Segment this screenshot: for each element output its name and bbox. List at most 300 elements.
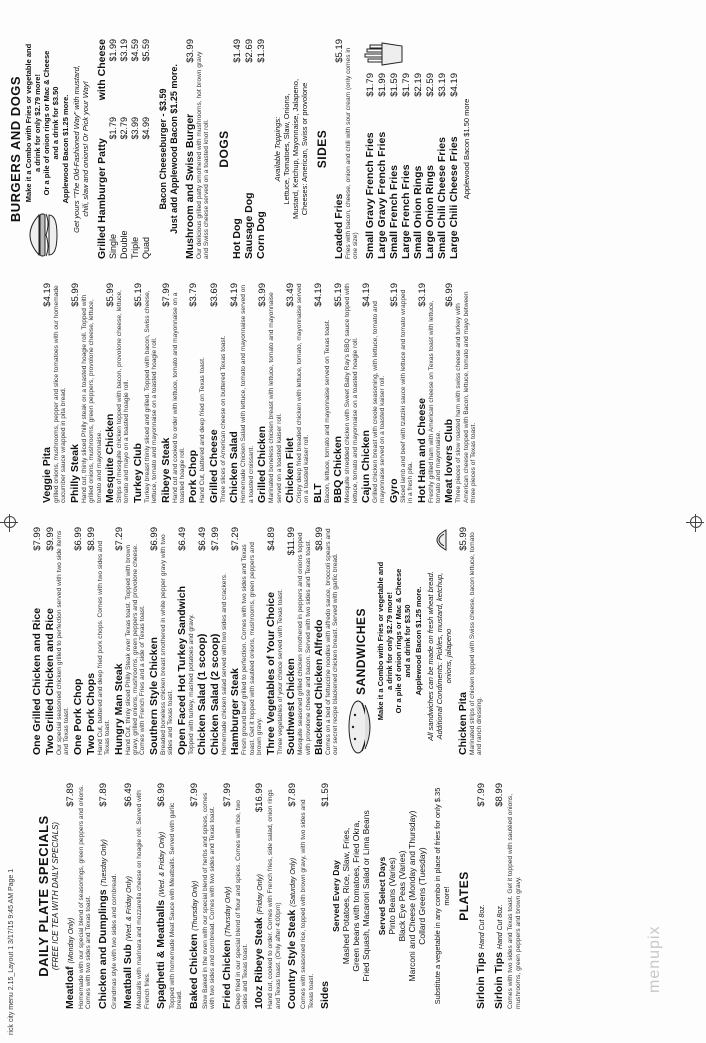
menu-item-row bbox=[85, 527, 97, 755]
item-name bbox=[416, 398, 428, 503]
select-day-line: Pinto Beans (Varies) bbox=[387, 857, 398, 935]
item-price: $6.99 bbox=[148, 527, 160, 551]
item-desc: Hand Cut, thinly sliced Philly Steak over Texas toast. Topped with brown gravy, grilled onions, mushrooms, green peppers and provolone cheese. Comes with French Fries and a side of Texas toast. bbox=[124, 544, 147, 755]
sides-label: Sides bbox=[319, 980, 332, 1009]
item-price: $3.19 bbox=[436, 73, 448, 97]
menu-item-row bbox=[416, 283, 428, 503]
size-row bbox=[108, 39, 119, 259]
item-name-text: Southwest Chicken bbox=[285, 658, 298, 755]
topping-line: Mustard, Ketchup, Mayonnaise, Jalapeno, bbox=[290, 78, 300, 220]
menu-item bbox=[284, 283, 311, 503]
item-name-text: BLT bbox=[311, 483, 324, 503]
item-desc: grilled onions, mushrooms, pepper and slice tomatoes with our homemade cucumber sauce wrapped in pita bread. bbox=[53, 285, 68, 503]
menu-item-row bbox=[285, 527, 297, 755]
item-price: $11.99 bbox=[286, 527, 298, 556]
item-name bbox=[253, 874, 267, 1009]
select-days-list bbox=[387, 783, 427, 1009]
item-desc: Hand Cut, battered and deep fried pork chops. Comes with two sides and Texas toast. bbox=[96, 540, 112, 755]
burgers-title: BURGERS AND DOGS bbox=[8, 75, 23, 223]
item-desc: Deep fried in our special blend of flour and spices. Comes with rice, two sides and Texas toast. bbox=[234, 800, 250, 1009]
item-price: $7.89 bbox=[65, 783, 76, 807]
size-price: $2.79 bbox=[119, 117, 129, 140]
item-name bbox=[122, 876, 136, 1009]
item-price: $3.99 bbox=[185, 39, 196, 63]
french-fries-icon bbox=[364, 39, 404, 69]
item-desc: Mesquite shredded chicken with Sweet Baby Ray's BBQ sauce topped with lettuce, tomato and mayonnaise on a toasted hoagie roll. bbox=[344, 283, 359, 503]
item-name bbox=[196, 634, 208, 755]
item-name-text: One Grilled Chicken and Rice bbox=[31, 607, 43, 755]
item-name-text: Three Vegetables of Your Choice bbox=[264, 592, 277, 755]
size-name: Single bbox=[108, 233, 118, 259]
item-name-text: Country Style Steak bbox=[286, 909, 299, 1009]
item-name-text: Hamburger Steak bbox=[229, 668, 242, 755]
item-name bbox=[388, 478, 400, 503]
item-name-text: Hungry Man Steak bbox=[112, 663, 125, 755]
item-price: $6.49 bbox=[123, 783, 135, 807]
item-name: Sausage Dog bbox=[242, 192, 255, 259]
item-size: Hand Cut 8oz. bbox=[497, 904, 505, 950]
item-desc: Slow Baked in the oven with our special blend of herbs and spices, comes with two sides and cornbread. Comes with two sides and Texas toast. bbox=[201, 792, 217, 1009]
size-row bbox=[130, 39, 141, 259]
item-price: $4.19 bbox=[42, 283, 53, 307]
item-price: $7.89 bbox=[287, 783, 299, 807]
size-cheese-price: $4.59 bbox=[130, 39, 140, 62]
item-name bbox=[360, 430, 372, 503]
item-desc: Breaded boneless chicken breast smothered in white pepper gravy with two sides and Texas toast. bbox=[159, 534, 175, 755]
item-price: $8.99 bbox=[85, 527, 97, 551]
menu-item bbox=[416, 283, 443, 503]
item-name bbox=[256, 426, 268, 503]
menu-item bbox=[148, 527, 175, 755]
item-name-text: Gyro bbox=[387, 478, 400, 503]
menu-item-row bbox=[388, 283, 400, 503]
menu-item bbox=[253, 783, 282, 1009]
daily-specials-column bbox=[36, 777, 696, 1015]
item-name bbox=[160, 438, 172, 503]
item-name bbox=[475, 904, 489, 1009]
menu-item-row bbox=[209, 527, 221, 755]
bacon-cheeseburger: Bacon Cheeseburger - $3.59 bbox=[158, 88, 168, 210]
item-price: $7.99 bbox=[188, 783, 200, 807]
sides-line: Green beans with tomatoes, Fried Okra, bbox=[351, 820, 362, 972]
item-desc: Comes with seasoned rice, topped with brown gravy, with two sides and Texas toast. bbox=[300, 799, 315, 1009]
item-desc: Grandmas style with two sides and cornbread. bbox=[110, 873, 118, 1009]
item-name bbox=[41, 447, 53, 503]
item-desc: Homemade Chicken Salad with lettuce, tomato and mayonnaise served on a toasted croissant. bbox=[240, 284, 255, 503]
item-desc: Grilled chicken breast with creole seasoning, with lettuce, tomato and mayonnaise served on a toasted kaiser roll. bbox=[371, 301, 387, 503]
menu-item bbox=[41, 283, 68, 503]
item-name bbox=[72, 679, 84, 755]
item-name-text: Two Pork Chops bbox=[84, 672, 97, 755]
menu-item-row bbox=[229, 527, 241, 755]
item-name-text: Cajun Chicken bbox=[359, 430, 372, 503]
item-price: $6.49 bbox=[197, 527, 209, 551]
item-price: $3.19 bbox=[416, 283, 428, 307]
item-name-text: Hot Ham and Cheese bbox=[415, 397, 428, 503]
item-name bbox=[132, 443, 144, 503]
item-desc: Fries with bacon, cheese, onion and chili with sour cream (only comes in one size) bbox=[344, 47, 360, 259]
item-desc: Our delicious grilled patty smothered with mushrooms, hot brown gravy and Swiss cheese served on a toasted knot roll. bbox=[196, 51, 211, 259]
item-price: $3.99 bbox=[257, 283, 269, 307]
item-name-text: 10oz Ribeye Steak bbox=[253, 917, 266, 1009]
sandwich-combo-note bbox=[376, 527, 412, 755]
item-name-text: Southern Style Chicken bbox=[147, 637, 160, 755]
item-name-text: Meatloaf bbox=[64, 966, 76, 1009]
size-name: Double bbox=[119, 230, 129, 259]
menu-item bbox=[360, 283, 387, 503]
item-price: $8.99 bbox=[494, 783, 506, 807]
price-row bbox=[448, 73, 460, 259]
served-every-day: Served Every Day bbox=[331, 860, 342, 932]
item-name bbox=[228, 431, 240, 503]
item-desc: Homemade chicken salad served with two sides and crackers. bbox=[221, 573, 229, 755]
size-row bbox=[141, 39, 152, 259]
crop-mark-icon bbox=[4, 516, 16, 528]
patty-with-cheese: with Cheese bbox=[96, 39, 108, 101]
item-price: $7.29 bbox=[230, 527, 242, 551]
menu-item bbox=[209, 527, 228, 755]
item-desc: Mesquite seasoned grilled chicken smothered in peppers and onions topped with provolone cheese and bacon. Served with two sides and Texas toast. bbox=[297, 532, 312, 755]
menu-item-row bbox=[72, 527, 84, 755]
item-desc: Meatballs with marinara and mozzarella cheese on hoagie roll. Served with French fries. bbox=[136, 790, 151, 1009]
item-price: $5.19 bbox=[132, 283, 144, 307]
item-desc: Comes on a bed of fettuccine noodles with alfredo sauce, broccoli spears and our secret recipe blackened chicken breast. Served with garlic bread. bbox=[324, 528, 340, 755]
menu-item bbox=[187, 283, 206, 503]
item-price: $6.49 bbox=[176, 527, 188, 551]
item-name: Small Gravy French Fries bbox=[363, 132, 376, 259]
note-line: onions, jalapeno bbox=[443, 628, 453, 684]
item-name bbox=[285, 658, 297, 755]
item-price: $4.19 bbox=[312, 283, 324, 307]
print-slug: rick city menu 2.15_Layout 1 3/17/15 9:45 AM Page 1 bbox=[8, 868, 15, 1035]
item-name-text: Grilled Cheese bbox=[207, 429, 220, 503]
menu-item-row bbox=[360, 283, 372, 503]
plates-list bbox=[475, 783, 522, 1009]
menu-item-row bbox=[286, 783, 300, 1009]
patty-sizes-table bbox=[108, 39, 152, 259]
dogs-list bbox=[231, 39, 267, 259]
note-line: chili, slaw and onions! Or Pick your Way! bbox=[81, 81, 90, 217]
item-day: (Saturday Only) bbox=[290, 857, 298, 907]
menu-item-row bbox=[332, 283, 344, 503]
menu-item-row bbox=[69, 283, 81, 503]
item-desc: Bacon, lettuce, tomato and mayonnaise served on Texas toast. bbox=[323, 319, 331, 503]
price-row bbox=[400, 73, 412, 259]
menu-item-row bbox=[188, 783, 202, 1009]
daily-title: DAILY PLATE SPECIALS bbox=[36, 815, 51, 977]
burger-icon bbox=[23, 211, 61, 259]
item-desc: Crispy deep fried breaded chicken with lettuce, tomato, mayonnaise served on a toasted kaiser roll. bbox=[295, 283, 311, 503]
item-name: Large French Fries bbox=[399, 164, 412, 259]
item-price: $2.59 bbox=[424, 73, 436, 97]
item-day: (Thursday Only) bbox=[191, 880, 199, 931]
combo-line: Make it a Combo with Fries or vegetable and bbox=[24, 43, 33, 203]
item-name-text: Grilled Chicken bbox=[256, 425, 269, 503]
sandwich-condiments-note bbox=[426, 557, 453, 755]
item-name-text: BBQ Chicken bbox=[332, 435, 345, 503]
item-name bbox=[265, 592, 277, 755]
sandwich-bacon-note: Applewood Bacon $1.25 more. bbox=[413, 586, 423, 696]
item-price: $4.19 bbox=[448, 73, 460, 97]
combo-line: Make it a Combo with Fries or vegetable and bbox=[375, 561, 385, 721]
item-name-text: Two Grilled Chicken and Rice bbox=[44, 608, 56, 755]
size-price: $1.79 bbox=[108, 117, 118, 140]
menu-item-row bbox=[284, 283, 296, 503]
combo-line: Or a pile of onion rings or Mac & Cheese bbox=[42, 50, 51, 196]
price-row bbox=[243, 39, 255, 259]
item-desc: Homemade with our special blend of seasonings, green peppers and onions. Comes with two sides and Texas toast. bbox=[78, 785, 93, 1009]
menu-item bbox=[229, 527, 263, 755]
item-price: $1.99 bbox=[376, 73, 388, 97]
item-name: Chicken Pita bbox=[456, 691, 469, 755]
item-desc: Freshly grilled ham with American cheese on Texas toast with lettuce, tomato and mayonnaise. bbox=[427, 300, 442, 503]
item-price: $2.69 bbox=[243, 39, 255, 63]
menu-item bbox=[221, 783, 250, 1009]
item-name: Loaded Fries bbox=[332, 193, 345, 259]
menu-item bbox=[113, 527, 147, 755]
item-desc: Hand Cut, battered and deep fried on Texas toast. bbox=[199, 357, 207, 503]
menu-item bbox=[104, 283, 131, 503]
item-desc: Three pieces of slow roasted ham with swiss cheese and turkey with American cheese topped with Bacon, lettuce, tomato and mayo between three pieces of Texas toast. bbox=[455, 291, 478, 503]
menu-item bbox=[443, 283, 477, 503]
size-price: $4.99 bbox=[141, 117, 151, 140]
item-name-text: Chicken Salad bbox=[228, 431, 241, 503]
item-name bbox=[443, 419, 455, 503]
burger-bacon-note: Applewood Bacon $1.25 more. bbox=[61, 94, 70, 204]
item-name bbox=[113, 663, 125, 755]
menu-item bbox=[332, 283, 359, 503]
item-price: $1.79 bbox=[400, 73, 412, 97]
menu-item-row bbox=[253, 783, 267, 1009]
item-price: $3.49 bbox=[284, 283, 296, 307]
item-name-text: Turkey Club bbox=[131, 443, 144, 503]
item-price: $7.29 bbox=[113, 527, 125, 551]
item-name-text: Meat lovers Club bbox=[443, 418, 456, 503]
item-name bbox=[493, 904, 507, 1009]
sides-price-list bbox=[364, 73, 460, 259]
item-price: $9.99 bbox=[45, 527, 56, 551]
select-day-line: Black Eye Peas (Varies) bbox=[397, 850, 408, 942]
item-desc: Hand cut, thinly sliced Philly steak on a toasted hoagie roll. Topped with grilled onions, mushrooms, green peppers, provolone cheese, lettuce, tomato and mayonnaise. bbox=[80, 294, 103, 503]
item-desc: Sliced lamb and beef with tzatziki sauce with lettuce and tomato wrapped in a fresh pita. bbox=[399, 289, 415, 503]
size-cheese-price: $5.59 bbox=[141, 39, 151, 62]
item-name bbox=[31, 608, 43, 755]
note-line: Get yours "The Old-Fashioned Way" with mustard, bbox=[72, 65, 81, 233]
item-name bbox=[332, 436, 344, 503]
item-name-text: Philly Steak bbox=[68, 444, 81, 503]
item-price: $4.89 bbox=[265, 527, 277, 551]
item-name: Hot Dog bbox=[230, 218, 243, 259]
menu-item-row bbox=[187, 283, 199, 503]
menu-item-row bbox=[256, 283, 268, 503]
daily-items-list bbox=[64, 783, 315, 1009]
item-desc: Strips of mesquite chicken topped with bacon, provolone cheese, lettuce, tomato and mayo on a toasted hoagie roll. bbox=[116, 290, 131, 503]
plates-title: PLATES bbox=[457, 871, 472, 921]
item-price: $5.99 bbox=[69, 283, 81, 307]
menu-item bbox=[64, 783, 93, 1009]
item-name-text: Chicken Filet bbox=[283, 437, 296, 503]
topping-line: Cheeses: American, Swiss or provolone bbox=[299, 82, 309, 216]
veg-substitute-note: Substitute a vegetable in any combo in place of fries for only $.35 more! bbox=[433, 787, 452, 1005]
daily-subtitle: (FREE ICE TEA WITH DAILY SPECIALS) bbox=[51, 821, 60, 971]
menu-item bbox=[122, 783, 151, 1009]
menu-item bbox=[160, 283, 187, 503]
menu-item bbox=[286, 783, 315, 1009]
sides-title: SIDES bbox=[314, 129, 329, 169]
size-name: Quad bbox=[141, 236, 151, 259]
menu-item bbox=[72, 527, 84, 755]
item-desc: Hand cut and cooked to order with lettuce, tomato and mayonnaise on a toasted hoagie roll. bbox=[171, 292, 187, 503]
menu-item-row bbox=[228, 283, 240, 503]
price-row bbox=[436, 73, 448, 259]
item-name: Small French Fries bbox=[387, 165, 400, 259]
menu-item-row bbox=[122, 783, 136, 1009]
item-day: (Friday Only) bbox=[257, 873, 265, 915]
item-desc: Marinated boneless chicken breast with lettuce, tomato and mayonnaise served on a toasted kaiser roll. bbox=[268, 292, 283, 503]
item-price: $5.99 bbox=[457, 527, 469, 551]
combo-line: and a drink for $3.50 bbox=[51, 86, 60, 160]
item-name: Small Chili Cheese Fries bbox=[435, 137, 448, 259]
item-name-text: Baked Chicken bbox=[187, 933, 200, 1009]
item-price: $6.99 bbox=[72, 527, 84, 551]
side-bacon-note: Applewood Bacon $1.50 more bbox=[461, 98, 471, 200]
bacon-add-note: Just add Applewood Bacon $1.25 more. bbox=[169, 64, 179, 234]
menu-item bbox=[176, 527, 195, 755]
select-days-title: Served Select Days bbox=[377, 856, 388, 936]
item-price: $3.79 bbox=[188, 283, 200, 307]
item-name bbox=[44, 608, 56, 755]
item-name: Large Gravy French Fries bbox=[375, 131, 388, 259]
item-price: $2.19 bbox=[412, 73, 424, 97]
item-name-text: Chicken and Dumplings bbox=[96, 889, 109, 1009]
menu-item-row bbox=[148, 527, 160, 755]
sides-line: Mashed Potatoes, Rice, Slaw, Fries, bbox=[341, 827, 352, 965]
item-name-text: Sirloin Tips bbox=[475, 952, 488, 1009]
menu-item-row bbox=[196, 527, 208, 755]
menu-item-row bbox=[41, 283, 53, 503]
entrees-list bbox=[31, 527, 340, 755]
menu-item-row bbox=[132, 283, 144, 503]
item-name-text: Open Faced Hot Turkey Sandwich bbox=[175, 585, 188, 755]
price-row bbox=[231, 39, 243, 259]
size-price: $3.99 bbox=[130, 117, 140, 140]
menu-item bbox=[475, 783, 489, 1009]
price-row bbox=[388, 73, 400, 259]
item-price: $5.19 bbox=[388, 283, 400, 307]
item-desc: Topped with homemade Meat Sauce with Meatballs. Served with garlic bread. bbox=[169, 802, 184, 1009]
item-name bbox=[286, 858, 300, 1009]
sandwiches-title: SANDWICHES bbox=[353, 607, 368, 695]
item-name-text: Blackened Chicken Alfredo bbox=[312, 619, 325, 755]
item-price: $7.99 bbox=[221, 783, 233, 807]
patty-label: Grilled Hamburger Patty bbox=[96, 138, 108, 259]
combo-line: a drink for only $2.79 more! bbox=[33, 74, 42, 172]
toppings-list bbox=[282, 39, 309, 259]
item-name-text: Ribeye Steak bbox=[159, 437, 172, 503]
item-price: $4.19 bbox=[229, 283, 241, 307]
item-name: Small Onion Rings bbox=[411, 165, 424, 259]
item-price: $8.99 bbox=[313, 527, 325, 551]
item-name bbox=[312, 483, 324, 503]
sides-line: Fried Squash, Macaroni Salad or Lima Beans bbox=[361, 810, 372, 982]
item-price: $7.99 bbox=[160, 283, 172, 307]
item-desc: Turkey breast thinly sliced and grilled. Topped with bacon, Swiss cheese, lettuce, tomato and mayonnaise on a toasted hoagie roll. bbox=[143, 290, 159, 503]
menu-item bbox=[69, 283, 103, 503]
menu-item-row bbox=[31, 527, 43, 755]
item-price: $7.99 bbox=[476, 783, 488, 807]
item-desc: Comes with two sides and Texas toast. Get it topped with sautéed onions, mushrooms, green peppers and brown gravy. bbox=[507, 793, 522, 1009]
menu-item-row bbox=[493, 783, 507, 1009]
item-name-text: Sirloin Tips bbox=[493, 952, 506, 1009]
burger-combo-note bbox=[24, 39, 60, 207]
item-desc: Three slices of American cheese on buttered Texas toast. bbox=[219, 335, 227, 503]
item-name-text: Fried Chicken bbox=[220, 939, 233, 1009]
item-name-text: Meatball Sub bbox=[122, 944, 135, 1009]
combo-line: and a drink for $3.50 bbox=[402, 604, 412, 678]
item-name: Large Onion Rings bbox=[423, 165, 436, 259]
item-day: (Wed. & Friday Only) bbox=[126, 876, 134, 942]
menu-item-row bbox=[113, 527, 125, 755]
item-price: $4.19 bbox=[360, 283, 372, 307]
price-row bbox=[376, 73, 388, 259]
item-name bbox=[148, 637, 160, 755]
size-row bbox=[119, 39, 130, 259]
burgers-dogs-sides-column bbox=[8, 33, 698, 265]
price-row bbox=[412, 73, 424, 259]
item-price: $7.99 bbox=[32, 527, 43, 551]
item-name-text: Chicken Salad (2 scoop) bbox=[209, 633, 222, 755]
sides-price: $1.59 bbox=[320, 783, 332, 807]
size-name: Triple bbox=[130, 236, 140, 259]
toppings-title: Available Toppings: bbox=[272, 116, 282, 182]
note-line: All sandwiches can be made on fresh wheat bread. bbox=[425, 571, 435, 741]
select-day-line: Collard Greens (Tuesday) bbox=[417, 847, 428, 945]
menu-item-row bbox=[160, 283, 172, 503]
item-name bbox=[229, 668, 241, 755]
menu-item bbox=[85, 527, 112, 755]
item-name bbox=[208, 429, 220, 503]
item-price: $5.19 bbox=[333, 283, 345, 307]
item-price: $1.49 bbox=[231, 39, 243, 63]
item-desc: Topped with turkey, mashed potatoes and gravy. bbox=[187, 614, 195, 755]
sub-sandwich-icon bbox=[346, 699, 376, 755]
menu-item bbox=[256, 283, 283, 503]
menu-item bbox=[228, 283, 255, 503]
menu-item-row bbox=[64, 783, 78, 1009]
item-day: (Tuesday Only) bbox=[100, 839, 108, 887]
note-line: Additional Condiments: Pickles, mustard, ketchup, bbox=[434, 572, 444, 740]
item-price: $6.99 bbox=[156, 783, 168, 807]
menu-item-row bbox=[221, 783, 235, 1009]
item-price: $1.79 bbox=[364, 73, 376, 97]
menu-item-row bbox=[44, 527, 56, 755]
item-name bbox=[188, 881, 202, 1009]
menu-item bbox=[265, 527, 284, 755]
topping-line: Lettuce, Tomatoes, Slaw, Onions, bbox=[281, 93, 291, 205]
item-name bbox=[176, 586, 188, 755]
select-day-line: Marconi and Cheese (Monday and Thursday) bbox=[407, 810, 418, 982]
price-row bbox=[424, 73, 436, 259]
item-name: Large Chili Cheese Fries bbox=[447, 136, 460, 259]
item-name bbox=[284, 438, 296, 503]
sides-list bbox=[341, 783, 371, 1009]
item-price: $5.19 bbox=[333, 39, 345, 63]
menu-item bbox=[132, 283, 159, 503]
menu-item-row bbox=[265, 527, 277, 755]
item-name-text: Veggie Pita bbox=[41, 446, 53, 503]
item-price: $3.69 bbox=[208, 283, 220, 307]
item-price: $6.99 bbox=[444, 283, 456, 307]
